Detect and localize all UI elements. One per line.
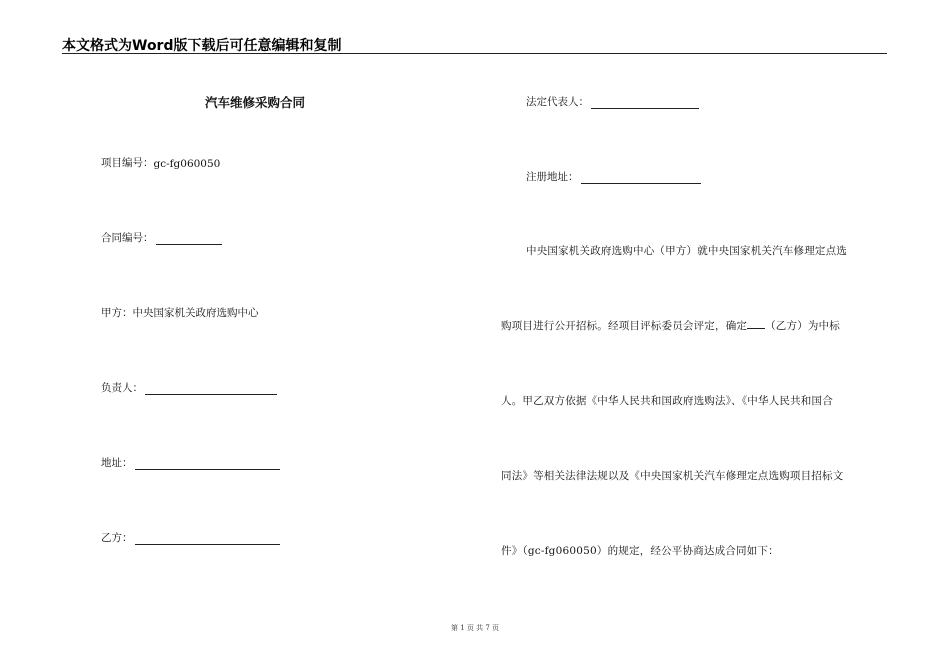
- field-party-b: [101, 530, 280, 545]
- paragraph-line: 人。甲乙双方依据《中华人民共和国政府选购法》、《中华人民共和国合: [501, 395, 833, 407]
- field-label: 合同编号：: [101, 232, 154, 244]
- blank-line: [581, 172, 701, 184]
- page-indicator: 第 1 页 共 7 页: [450, 624, 500, 632]
- field-value: gc-fg060050: [153, 158, 221, 170]
- paragraph-text: 购项目进行公开招标。经项目评标委员会评定，确定: [501, 320, 748, 332]
- paragraph-text: （乙方）为中标: [765, 320, 841, 332]
- blank-line: [145, 383, 277, 395]
- field-label: 注册地址：: [526, 171, 579, 183]
- field-legal-representative: [526, 94, 699, 109]
- field-responsible-person: [101, 380, 277, 395]
- field-address: [101, 455, 280, 470]
- field-label: 负责人：: [101, 382, 143, 394]
- blank-line: [135, 533, 280, 545]
- header-banner: 本文格式为Word版下载后可任意编辑和复制: [62, 38, 342, 54]
- paragraph-line: 同法》等相关法律法规以及《中央国家机关汽车修理定点选购项目招标文: [501, 470, 844, 482]
- blank-line: [747, 318, 765, 329]
- header-divider: [62, 53, 887, 54]
- paragraph-line: [501, 318, 840, 333]
- paragraph-line: 中央国家机关政府选购中心（甲方）就中央国家机关汽车修理定点选: [526, 245, 847, 257]
- field-project-number: [101, 155, 220, 170]
- paragraph-line: 件》（gc-fg060050）的规定，经公平协商达成合同如下：: [501, 545, 779, 557]
- blank-line: [135, 458, 280, 470]
- field-contract-number: [101, 230, 222, 245]
- blank-line: [591, 97, 699, 109]
- document-title: 汽车维修采购合同: [205, 95, 306, 110]
- field-value: 中央国家机关政府选购中心: [132, 307, 259, 319]
- field-label: 乙方：: [101, 532, 133, 544]
- blank-line: [156, 233, 222, 245]
- field-label: 地址：: [101, 457, 133, 469]
- field-party-a: [101, 305, 259, 320]
- field-label: 法定代表人：: [526, 96, 589, 108]
- field-label: 项目编号：: [101, 157, 154, 169]
- field-registered-address: [526, 169, 701, 184]
- field-label: 甲方：: [101, 307, 133, 319]
